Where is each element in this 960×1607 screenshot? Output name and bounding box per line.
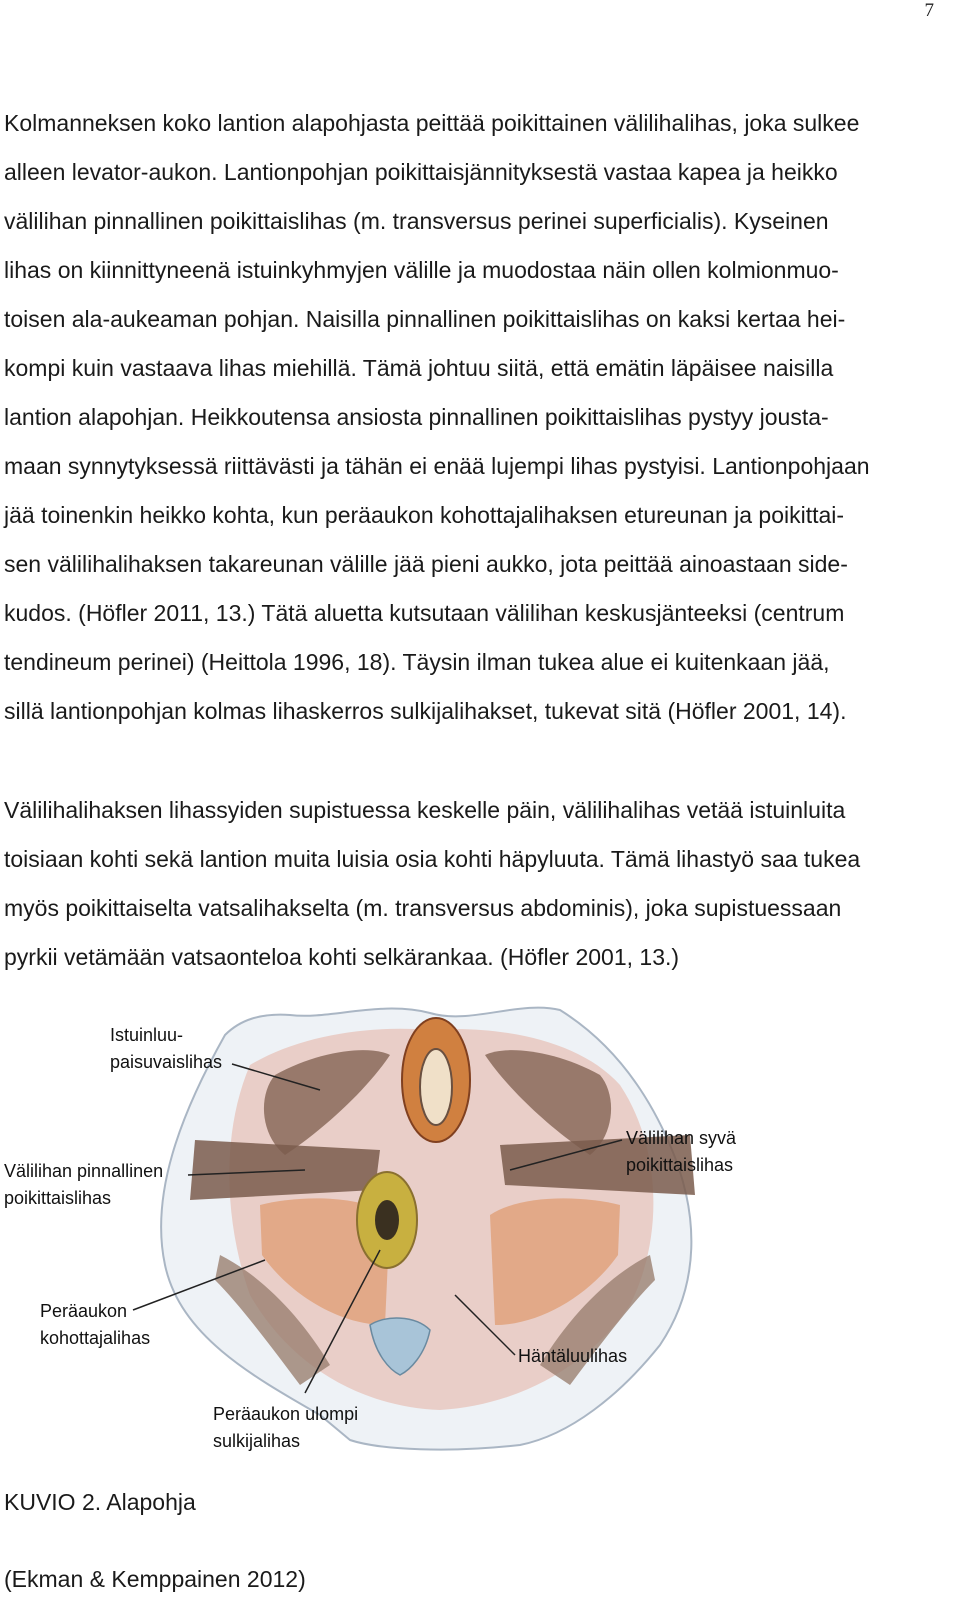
pelvic-floor-figure [0, 995, 960, 1465]
anus [375, 1200, 399, 1240]
text-line: Kolmanneksen koko lantion alapohjasta peittää poikittainen välilihalihas, joka sulkee [4, 110, 860, 136]
label-istuinluu [110, 1022, 222, 1076]
text-line: Välilihalihaksen lihassyiden supistuessa keskelle päin, välilihalihas vetää istuinluita [4, 797, 846, 823]
text-line: toisiaan kohti sekä lantion muita luisia osia kohti häpyluuta. Tämä lihastyö saa tukea [4, 846, 861, 872]
label-line: Välilihan pinnallinen [4, 1161, 164, 1181]
figure-caption-title: KUVIO 2. Alapohja [4, 1489, 196, 1515]
label-line: Välilihan syvä [626, 1128, 737, 1148]
label-line: paisuvaislihas [110, 1052, 223, 1072]
label-ulompi [213, 1401, 358, 1455]
text-line: toisen ala-aukeaman pohjan. Naisilla pinnallinen poikittaislihas on kaksi kertaa hei- [4, 306, 846, 332]
text-line: kudos. (Höfler 2011, 13.) Tätä aluetta kutsutaan välilihan keskusjänteeksi (centrum [4, 600, 845, 626]
label-syva [626, 1125, 736, 1179]
text-line: pyrkii vetämään vatsaonteloa kohti selkärankaa. (Höfler 2001, 13.) [4, 944, 680, 970]
label-hantaluu [518, 1343, 627, 1370]
text-line: sillä lantionpohjan kolmas lihaskerros sulkijalihakset, tukevat sitä (Höfler 2001, 14). [4, 698, 847, 724]
paragraph-1 [4, 99, 940, 736]
label-line: Häntäluulihas [518, 1346, 628, 1366]
text-line: sen välilihalihaksen takareunan välille jää pieni aukko, jota peittää ainoastaan side- [4, 551, 848, 577]
label-line: poikittaislihas [4, 1188, 112, 1208]
label-line: sulkijalihas [213, 1431, 301, 1451]
figure-caption-source: (Ekman & Kemppainen 2012) [4, 1566, 306, 1592]
label-line: kohottajalihas [40, 1328, 151, 1348]
label-line: Peräaukon [40, 1301, 128, 1321]
text-line: kompi kuin vastaava lihas miehillä. Tämä johtuu siitä, että emätin läpäisee naisilla [4, 355, 834, 381]
text-line: lihas on kiinnittyneenä istuinkyhmyjen välille ja muodostaa näin ollen kolmionmuo- [4, 257, 839, 283]
text-line: alleen levator-aukon. Lantionpohjan poikittaisjännityksestä vastaa kapea ja heikko [4, 159, 838, 185]
paragraph-2 [4, 786, 940, 982]
label-line: poikittaislihas [626, 1155, 734, 1175]
label-pinnallinen [4, 1158, 163, 1212]
vaginal-opening [420, 1049, 452, 1125]
label-line: Istuinluu- [110, 1025, 184, 1045]
label-perakohottaja [40, 1298, 150, 1352]
transverse-left [190, 1140, 380, 1200]
page-number: 7 [924, 0, 934, 21]
text-line: välilihan pinnallinen poikittaislihas (m. transversus perinei superficialis). Kyseinen [4, 208, 829, 234]
text-line: lantion alapohjan. Heikkoutensa ansiosta pinnallinen poikittaislihas pystyy jousta- [4, 404, 829, 430]
label-line: Peräaukon ulompi [213, 1404, 359, 1424]
text-line: jää toinenkin heikko kohta, kun peräaukon kohottajalihaksen etureunan ja poikittai- [4, 502, 845, 528]
text-line: myös poikittaiselta vatsalihakselta (m. transversus abdominis), joka supistuessaan [4, 895, 842, 921]
text-line: tendineum perinei) (Heittola 1996, 18). Täysin ilman tukea alue ei kuitenkaan jää, [4, 649, 830, 675]
text-line: maan synnytyksessä riittävästi ja tähän ei enää lujempi lihas pystyisi. Lantionpohjaan [4, 453, 870, 479]
